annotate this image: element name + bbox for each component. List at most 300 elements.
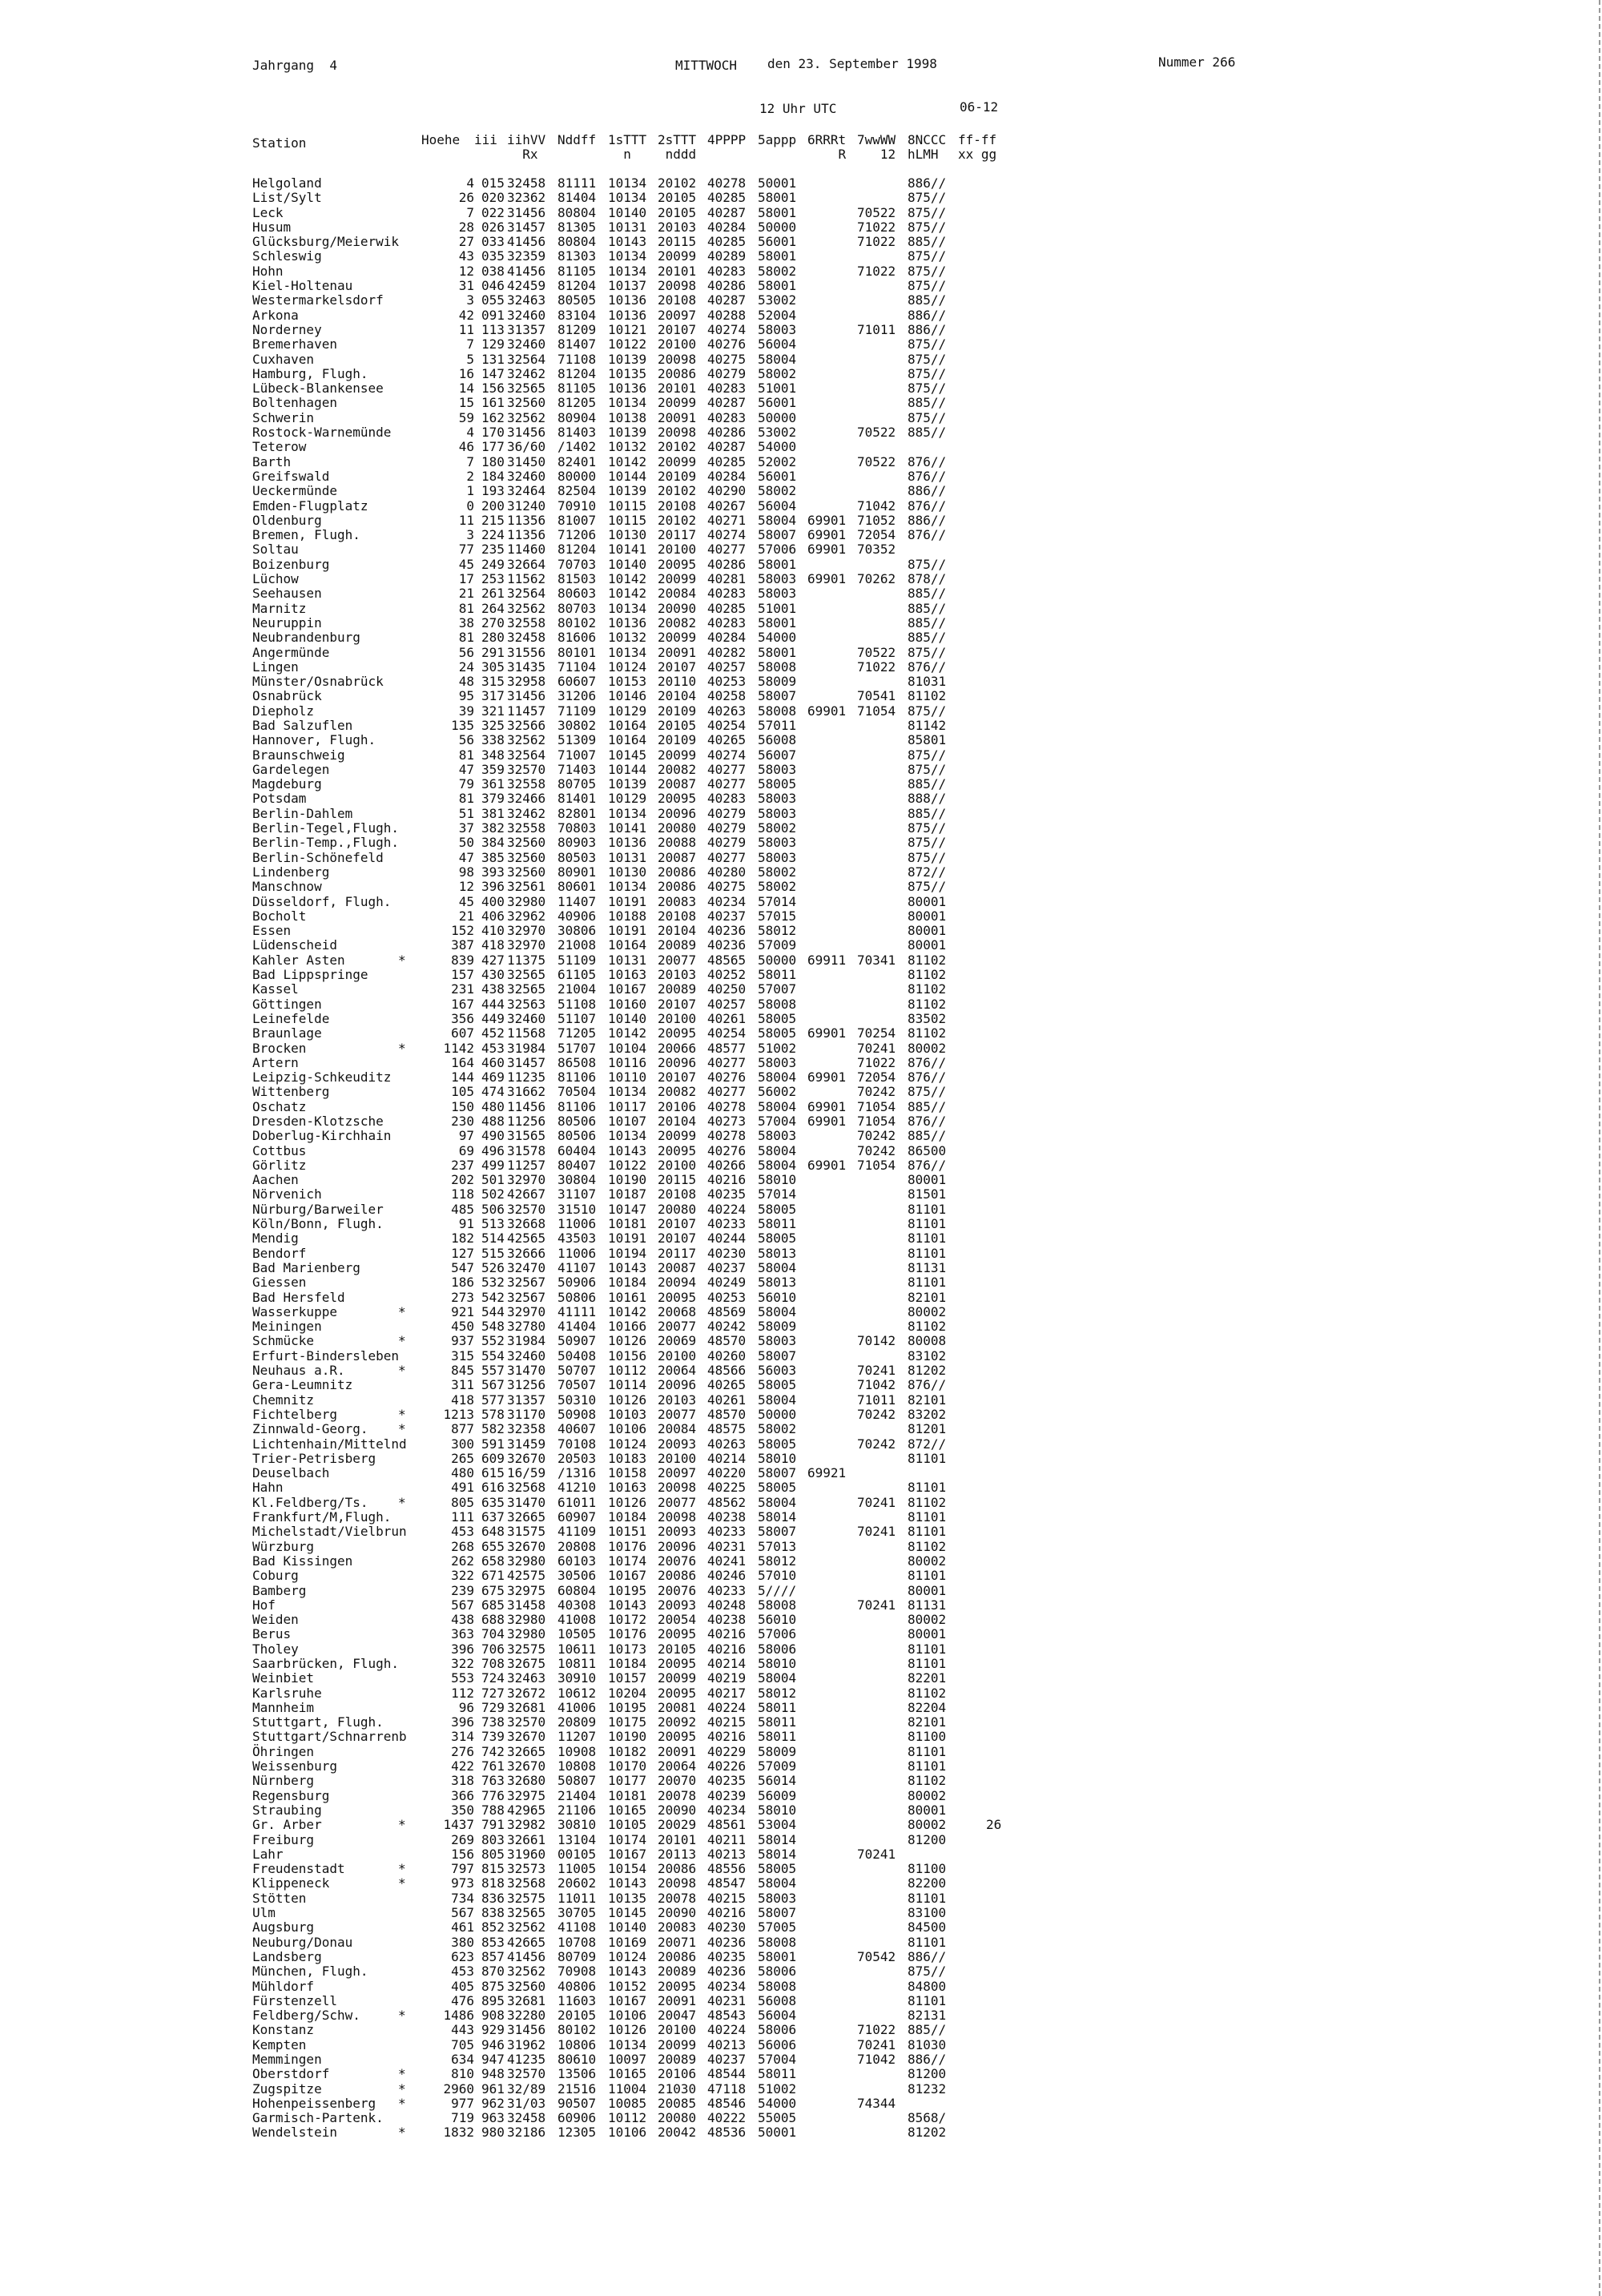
group-pressure: 40229 xyxy=(707,1743,747,1759)
station-id: 264 xyxy=(481,600,505,616)
group-temperature: 10153 xyxy=(608,674,647,690)
group-pressure: 40276 xyxy=(707,336,747,352)
group-weather: 71022 xyxy=(857,2022,896,2038)
station-id: 577 xyxy=(481,1392,505,1408)
group-dewpoint: 20099 xyxy=(658,747,697,763)
group-cloud: 80002 xyxy=(908,1817,947,1833)
group-pressure: 40278 xyxy=(707,1128,747,1144)
group-weather: 70241 xyxy=(857,1597,896,1613)
group-iihvv: 11356 xyxy=(507,527,546,543)
group-pressure: 40277 xyxy=(707,1084,747,1100)
group-cloud: 885// xyxy=(908,614,947,630)
group-tendency: 58003 xyxy=(758,835,797,851)
group-pressure: 40236 xyxy=(707,923,747,939)
station-id: 514 xyxy=(481,1231,505,1247)
station-id: 147 xyxy=(481,365,505,381)
group-cloud: 876// xyxy=(908,659,947,675)
station-id: 724 xyxy=(481,1670,505,1686)
group-nddff: 12305 xyxy=(557,2125,597,2141)
station-height: 387 xyxy=(451,937,474,953)
group-cloud: 885// xyxy=(908,395,947,411)
group-nddff: 81401 xyxy=(557,791,597,807)
group-dewpoint: 20108 xyxy=(658,1186,697,1202)
group-pressure: 40281 xyxy=(707,571,747,587)
station-id: 449 xyxy=(481,1010,505,1026)
group-cloud: 81102 xyxy=(908,1319,947,1335)
group-dewpoint: 20054 xyxy=(658,1612,697,1628)
group-tendency: 58005 xyxy=(758,1231,797,1247)
group-iihvv: 32358 xyxy=(507,1421,546,1437)
group-dewpoint: 20099 xyxy=(658,1128,697,1144)
group-cloud: 81202 xyxy=(908,2125,947,2141)
group-temperature: 10176 xyxy=(608,1538,647,1554)
station-id: 526 xyxy=(481,1259,505,1275)
group-nddff: 81106 xyxy=(557,1069,597,1086)
group-nddff: 80407 xyxy=(557,1157,597,1173)
station-id: 502 xyxy=(481,1186,505,1202)
group-iihvv: 32780 xyxy=(507,1319,546,1335)
group-dewpoint: 20100 xyxy=(658,2022,697,2038)
group-cloud: 886// xyxy=(908,307,947,323)
station-name: Nürburg/Barweiler xyxy=(252,1201,384,1217)
group-pressure: 40265 xyxy=(707,732,747,748)
group-pressure: 40233 xyxy=(707,1524,747,1540)
group-temperature: 10164 xyxy=(608,717,647,733)
group-temperature: 10132 xyxy=(608,630,647,646)
group-tendency: 58001 xyxy=(758,190,797,206)
group-cloud: 81102 xyxy=(908,1773,947,1789)
group-dewpoint: 20103 xyxy=(658,1392,697,1408)
group-nddff: 71007 xyxy=(557,747,597,763)
group-cloud: 875// xyxy=(908,381,947,397)
group-wind-gust: 26 xyxy=(986,1817,1002,1833)
station-id: 499 xyxy=(481,1157,505,1173)
station-height: 21 xyxy=(458,586,474,602)
station-name: Weissenburg xyxy=(252,1758,337,1774)
group-pressure: 40226 xyxy=(707,1758,747,1774)
group-dewpoint: 20095 xyxy=(658,556,697,572)
group-cloud: 81101 xyxy=(908,1245,947,1261)
group-tendency: 56010 xyxy=(758,1612,797,1628)
col-1sttt: 1sTTT n xyxy=(608,132,647,162)
station-height: 634 xyxy=(451,2052,474,2067)
group-cloud: 81101 xyxy=(908,1450,947,1466)
station-height: 5 xyxy=(466,351,474,367)
station-height: 380 xyxy=(451,1934,474,1950)
group-nddff: 30506 xyxy=(557,1568,597,1584)
group-dewpoint: 20115 xyxy=(658,234,697,250)
group-temperature: 10130 xyxy=(608,527,647,543)
station-height: 405 xyxy=(451,1978,474,1994)
group-temperature: 10195 xyxy=(608,1582,647,1598)
group-tendency: 58005 xyxy=(758,1436,797,1452)
group-iihvv: 32460 xyxy=(507,1010,546,1026)
group-tendency: 58007 xyxy=(758,1465,797,1481)
group-dewpoint: 20098 xyxy=(658,351,697,367)
group-temperature: 10173 xyxy=(608,1641,647,1657)
group-weather: 70242 xyxy=(857,1406,896,1422)
station-height: 69 xyxy=(458,1142,474,1158)
group-nddff: 40607 xyxy=(557,1421,597,1437)
group-temperature: 10137 xyxy=(608,278,647,294)
group-nddff: 40906 xyxy=(557,908,597,924)
group-nddff: 41108 xyxy=(557,1919,597,1935)
station-height: 805 xyxy=(451,1494,474,1510)
group-precip: 69901 xyxy=(807,703,847,719)
station-id: 460 xyxy=(481,1054,505,1070)
station-height: 1213 xyxy=(443,1406,474,1422)
station-id: 410 xyxy=(481,923,505,939)
group-tendency: 57010 xyxy=(758,1568,797,1584)
group-nddff: 82504 xyxy=(557,483,597,499)
group-iihvv: 32462 xyxy=(507,805,546,821)
station-id: 113 xyxy=(481,321,505,337)
station-id: 544 xyxy=(481,1303,505,1319)
group-nddff: 70803 xyxy=(557,820,597,836)
group-pressure: 40285 xyxy=(707,190,747,206)
group-cloud: 81102 xyxy=(908,952,947,968)
group-tendency: 58007 xyxy=(758,688,797,704)
station-name: Neuhaus a.R. xyxy=(252,1363,345,1379)
group-tendency: 58008 xyxy=(758,1978,797,1994)
group-iihvv: 32460 xyxy=(507,468,546,484)
group-weather: 70541 xyxy=(857,688,896,704)
station-name: Hamburg, Flugh. xyxy=(252,365,368,381)
station-name: Kl.Feldberg/Ts. xyxy=(252,1494,368,1510)
group-tendency: 58003 xyxy=(758,1890,797,1906)
group-nddff: 60907 xyxy=(557,1509,597,1525)
group-temperature: 10154 xyxy=(608,1861,647,1877)
station-id: 474 xyxy=(481,1084,505,1100)
group-cloud: 81131 xyxy=(908,1597,947,1613)
group-pressure: 40235 xyxy=(707,1948,747,1964)
group-iihvv: 31456 xyxy=(507,2022,546,2038)
station-height: 350 xyxy=(451,1802,474,1818)
mountain-marker: * xyxy=(398,1421,406,1437)
group-pressure: 40213 xyxy=(707,2036,747,2052)
group-weather: 71042 xyxy=(857,1377,896,1393)
group-iihvv: 32280 xyxy=(507,2008,546,2024)
station-id: 020 xyxy=(481,190,505,206)
station-id: 015 xyxy=(481,175,505,191)
group-nddff: 60906 xyxy=(557,2110,597,2126)
group-temperature: 10140 xyxy=(608,1919,647,1935)
station-id: 396 xyxy=(481,879,505,895)
group-pressure: 40284 xyxy=(707,468,747,484)
station-height: 164 xyxy=(451,1054,474,1070)
group-pressure: 40287 xyxy=(707,292,747,308)
group-dewpoint: 20098 xyxy=(658,1480,697,1496)
group-temperature: 10163 xyxy=(608,967,647,983)
station-id: 567 xyxy=(481,1377,505,1393)
group-nddff: 81403 xyxy=(557,425,597,441)
group-nddff: 11603 xyxy=(557,1992,597,2008)
station-id: 776 xyxy=(481,1787,505,1803)
group-iihvv: 32562 xyxy=(507,1919,546,1935)
group-tendency: 58010 xyxy=(758,1172,797,1188)
group-tendency: 58008 xyxy=(758,659,797,675)
group-weather: 70522 xyxy=(857,425,896,441)
group-pressure: 40213 xyxy=(707,1846,747,1862)
group-cloud: 81102 xyxy=(908,1538,947,1554)
group-temperature: 10136 xyxy=(608,381,647,397)
group-dewpoint: 20081 xyxy=(658,1699,697,1715)
group-cloud: 875// xyxy=(908,190,947,206)
station-name: Lingen xyxy=(252,659,299,675)
station-height: 1832 xyxy=(443,2125,474,2141)
station-name: Berlin-Temp.,Flugh. xyxy=(252,835,400,851)
group-weather: 74344 xyxy=(857,2095,896,2111)
group-iihvv: 32570 xyxy=(507,2066,546,2082)
group-nddff: 60804 xyxy=(557,1582,597,1598)
group-dewpoint: 20095 xyxy=(658,1626,697,1642)
group-pressure: 40238 xyxy=(707,1509,747,1525)
station-height: 7 xyxy=(466,204,474,220)
station-name: Bocholt xyxy=(252,908,307,924)
station-id: 704 xyxy=(481,1626,505,1642)
group-tendency: 58007 xyxy=(758,1347,797,1364)
group-cloud: 885// xyxy=(908,2022,947,2038)
group-iihvv: 31357 xyxy=(507,1392,546,1408)
group-cloud: 81102 xyxy=(908,967,947,983)
station-name: Norderney xyxy=(252,321,322,337)
group-pressure: 40216 xyxy=(707,1905,747,1921)
group-nddff: 10611 xyxy=(557,1641,597,1657)
group-tendency: 58014 xyxy=(758,1846,797,1862)
group-cloud: 81202 xyxy=(908,1363,947,1379)
group-dewpoint: 20115 xyxy=(658,1172,697,1188)
col-4pppp: 4PPPP xyxy=(707,132,747,147)
group-temperature: 10110 xyxy=(608,1069,647,1086)
group-temperature: 10134 xyxy=(608,2036,647,2052)
station-name: Landsberg xyxy=(252,1948,322,1964)
group-cloud: 886// xyxy=(908,483,947,499)
group-temperature: 10117 xyxy=(608,1098,647,1114)
station-name: Seehausen xyxy=(252,586,322,602)
station-name: Fürstenzell xyxy=(252,1992,337,2008)
station-name: Zugspitze xyxy=(252,2080,322,2097)
station-name: Neuburg/Donau xyxy=(252,1934,353,1950)
group-iihvv: 32575 xyxy=(507,1641,546,1657)
group-temperature: 10139 xyxy=(608,425,647,441)
group-dewpoint: 20104 xyxy=(658,923,697,939)
station-name: Lübeck-Blankensee xyxy=(252,381,384,397)
group-nddff: 80102 xyxy=(557,614,597,630)
station-height: 4 xyxy=(466,425,474,441)
group-temperature: 10165 xyxy=(608,1802,647,1818)
station-name: Fichtelberg xyxy=(252,1406,337,1422)
group-iihvv: 41456 xyxy=(507,1948,546,1964)
group-tendency: 56003 xyxy=(758,1363,797,1379)
group-pressure: 40241 xyxy=(707,1553,747,1569)
group-nddff: /1316 xyxy=(557,1465,597,1481)
station-height: 230 xyxy=(451,1114,474,1129)
group-temperature: 10126 xyxy=(608,1392,647,1408)
group-cloud: 886// xyxy=(908,1948,947,1964)
col-station: Station xyxy=(252,135,307,151)
station-id: 261 xyxy=(481,586,505,602)
group-tendency: 58004 xyxy=(758,512,797,528)
group-iihvv: 32666 xyxy=(507,1245,546,1261)
group-nddff: 31510 xyxy=(557,1201,597,1217)
station-id: 035 xyxy=(481,248,505,264)
group-nddff: 81305 xyxy=(557,219,597,235)
group-iihvv: 32567 xyxy=(507,1275,546,1291)
station-name: Braunlage xyxy=(252,1025,322,1041)
group-pressure: 40282 xyxy=(707,644,747,660)
group-weather: 70242 xyxy=(857,1084,896,1100)
station-name: Hohn xyxy=(252,263,284,279)
group-pressure: 40250 xyxy=(707,981,747,997)
station-name: Münster/Osnabrück xyxy=(252,674,384,690)
group-pressure: 40224 xyxy=(707,1201,747,1217)
group-pressure: 40273 xyxy=(707,1114,747,1129)
station-name: Schmücke xyxy=(252,1333,315,1349)
group-cloud: 86500 xyxy=(908,1142,947,1158)
group-dewpoint: 20102 xyxy=(658,439,697,455)
group-pressure: 40258 xyxy=(707,688,747,704)
station-id: 963 xyxy=(481,2110,505,2126)
group-iihvv: 32681 xyxy=(507,1992,546,2008)
group-temperature: 10143 xyxy=(608,1964,647,1980)
station-id: 506 xyxy=(481,1201,505,1217)
group-temperature: 10143 xyxy=(608,1875,647,1891)
station-id: 180 xyxy=(481,453,505,469)
group-dewpoint: 20097 xyxy=(658,307,697,323)
station-height: 98 xyxy=(458,864,474,880)
group-tendency: 50001 xyxy=(758,2125,797,2141)
station-id: 026 xyxy=(481,219,505,235)
group-pressure: 40253 xyxy=(707,674,747,690)
group-tendency: 58011 xyxy=(758,1729,797,1745)
station-height: 315 xyxy=(451,1347,474,1364)
group-dewpoint: 20071 xyxy=(658,1934,697,1950)
group-dewpoint: 20077 xyxy=(658,952,697,968)
group-precip: 69901 xyxy=(807,1025,847,1041)
station-id: 875 xyxy=(481,1978,505,1994)
station-name: Kempten xyxy=(252,2036,307,2052)
station-name: Neuruppin xyxy=(252,614,322,630)
group-weather: 70242 xyxy=(857,1436,896,1452)
station-name: Lichtenhain/Mittelnd xyxy=(252,1436,407,1452)
station-height: 31 xyxy=(458,278,474,294)
group-weather: 70241 xyxy=(857,1363,896,1379)
group-nddff: 80506 xyxy=(557,1128,597,1144)
group-dewpoint: 20100 xyxy=(658,542,697,558)
station-name: Bad Kissingen xyxy=(252,1553,353,1569)
group-tendency: 51002 xyxy=(758,2080,797,2097)
group-dewpoint: 20099 xyxy=(658,248,697,264)
group-pressure: 40274 xyxy=(707,321,747,337)
group-tendency: 58002 xyxy=(758,483,797,499)
group-nddff: 81204 xyxy=(557,365,597,381)
group-cloud: 875// xyxy=(908,835,947,851)
station-height: 734 xyxy=(451,1890,474,1906)
station-name: Berlin-Tegel,Flugh. xyxy=(252,820,400,836)
station-name: Stuttgart, Flugh. xyxy=(252,1714,384,1730)
group-temperature: 10105 xyxy=(608,1817,647,1833)
group-weather: 70262 xyxy=(857,571,896,587)
group-dewpoint: 20098 xyxy=(658,1875,697,1891)
station-id: 805 xyxy=(481,1846,505,1862)
group-dewpoint: 20099 xyxy=(658,453,697,469)
station-name: Manschnow xyxy=(252,879,322,895)
mountain-marker: * xyxy=(398,2080,406,2097)
col-5appp: 5appp xyxy=(758,132,797,147)
group-dewpoint: 20086 xyxy=(658,1568,697,1584)
station-height: 269 xyxy=(451,1831,474,1847)
station-height: 26 xyxy=(458,190,474,206)
station-height: 59 xyxy=(458,409,474,425)
group-pressure: 40284 xyxy=(707,219,747,235)
group-nddff: 41111 xyxy=(557,1303,597,1319)
station-id: 430 xyxy=(481,967,505,983)
group-cloud: 876// xyxy=(908,1114,947,1129)
group-temperature: 10152 xyxy=(608,1978,647,1994)
group-cloud: 80002 xyxy=(908,1612,947,1628)
group-tendency: 50000 xyxy=(758,952,797,968)
station-name: Potsdam xyxy=(252,791,307,807)
group-pressure: 40233 xyxy=(707,1216,747,1232)
group-pressure: 40244 xyxy=(707,1231,747,1247)
group-dewpoint: 20068 xyxy=(658,1303,697,1319)
group-pressure: 40216 xyxy=(707,1172,747,1188)
group-nddff: 70504 xyxy=(557,1084,597,1100)
station-height: 438 xyxy=(451,1612,474,1628)
group-temperature: 10122 xyxy=(608,1157,647,1173)
group-dewpoint: 20093 xyxy=(658,1524,697,1540)
group-cloud: 81030 xyxy=(908,2036,947,2052)
group-temperature: 10134 xyxy=(608,600,647,616)
group-nddff: 11006 xyxy=(557,1216,597,1232)
station-height: 45 xyxy=(458,893,474,909)
station-height: 182 xyxy=(451,1231,474,1247)
group-pressure: 40266 xyxy=(707,1157,747,1173)
station-height: 202 xyxy=(451,1172,474,1188)
station-id: 929 xyxy=(481,2022,505,2038)
group-iihvv: 31984 xyxy=(507,1040,546,1056)
station-name: Memmingen xyxy=(252,2052,322,2067)
group-dewpoint: 20099 xyxy=(658,571,697,587)
group-temperature: 10142 xyxy=(608,1303,647,1319)
group-dewpoint: 20082 xyxy=(658,614,697,630)
group-cloud: 888// xyxy=(908,791,947,807)
station-height: 719 xyxy=(451,2110,474,2126)
station-height: 46 xyxy=(458,439,474,455)
group-nddff: 71108 xyxy=(557,351,597,367)
group-tendency: 57004 xyxy=(758,1114,797,1129)
station-name: Feldberg/Schw. xyxy=(252,2008,360,2024)
group-tendency: 58001 xyxy=(758,278,797,294)
station-name: Nürnberg xyxy=(252,1773,315,1789)
group-iihvv: 32562 xyxy=(507,1964,546,1980)
group-cloud: 80001 xyxy=(908,893,947,909)
group-temperature: 10126 xyxy=(608,1494,647,1510)
group-cloud: 885// xyxy=(908,1128,947,1144)
group-dewpoint: 20098 xyxy=(658,278,697,294)
group-nddff: 11005 xyxy=(557,1861,597,1877)
group-pressure: 40283 xyxy=(707,614,747,630)
group-nddff: 80904 xyxy=(557,409,597,425)
group-tendency: 58010 xyxy=(758,1655,797,1671)
station-id: 727 xyxy=(481,1685,505,1701)
group-nddff: 83104 xyxy=(557,307,597,323)
group-dewpoint: 20091 xyxy=(658,1743,697,1759)
station-height: 418 xyxy=(451,1392,474,1408)
group-tendency: 58004 xyxy=(758,1494,797,1510)
group-weather: 70142 xyxy=(857,1333,896,1349)
group-pressure: 40274 xyxy=(707,747,747,763)
